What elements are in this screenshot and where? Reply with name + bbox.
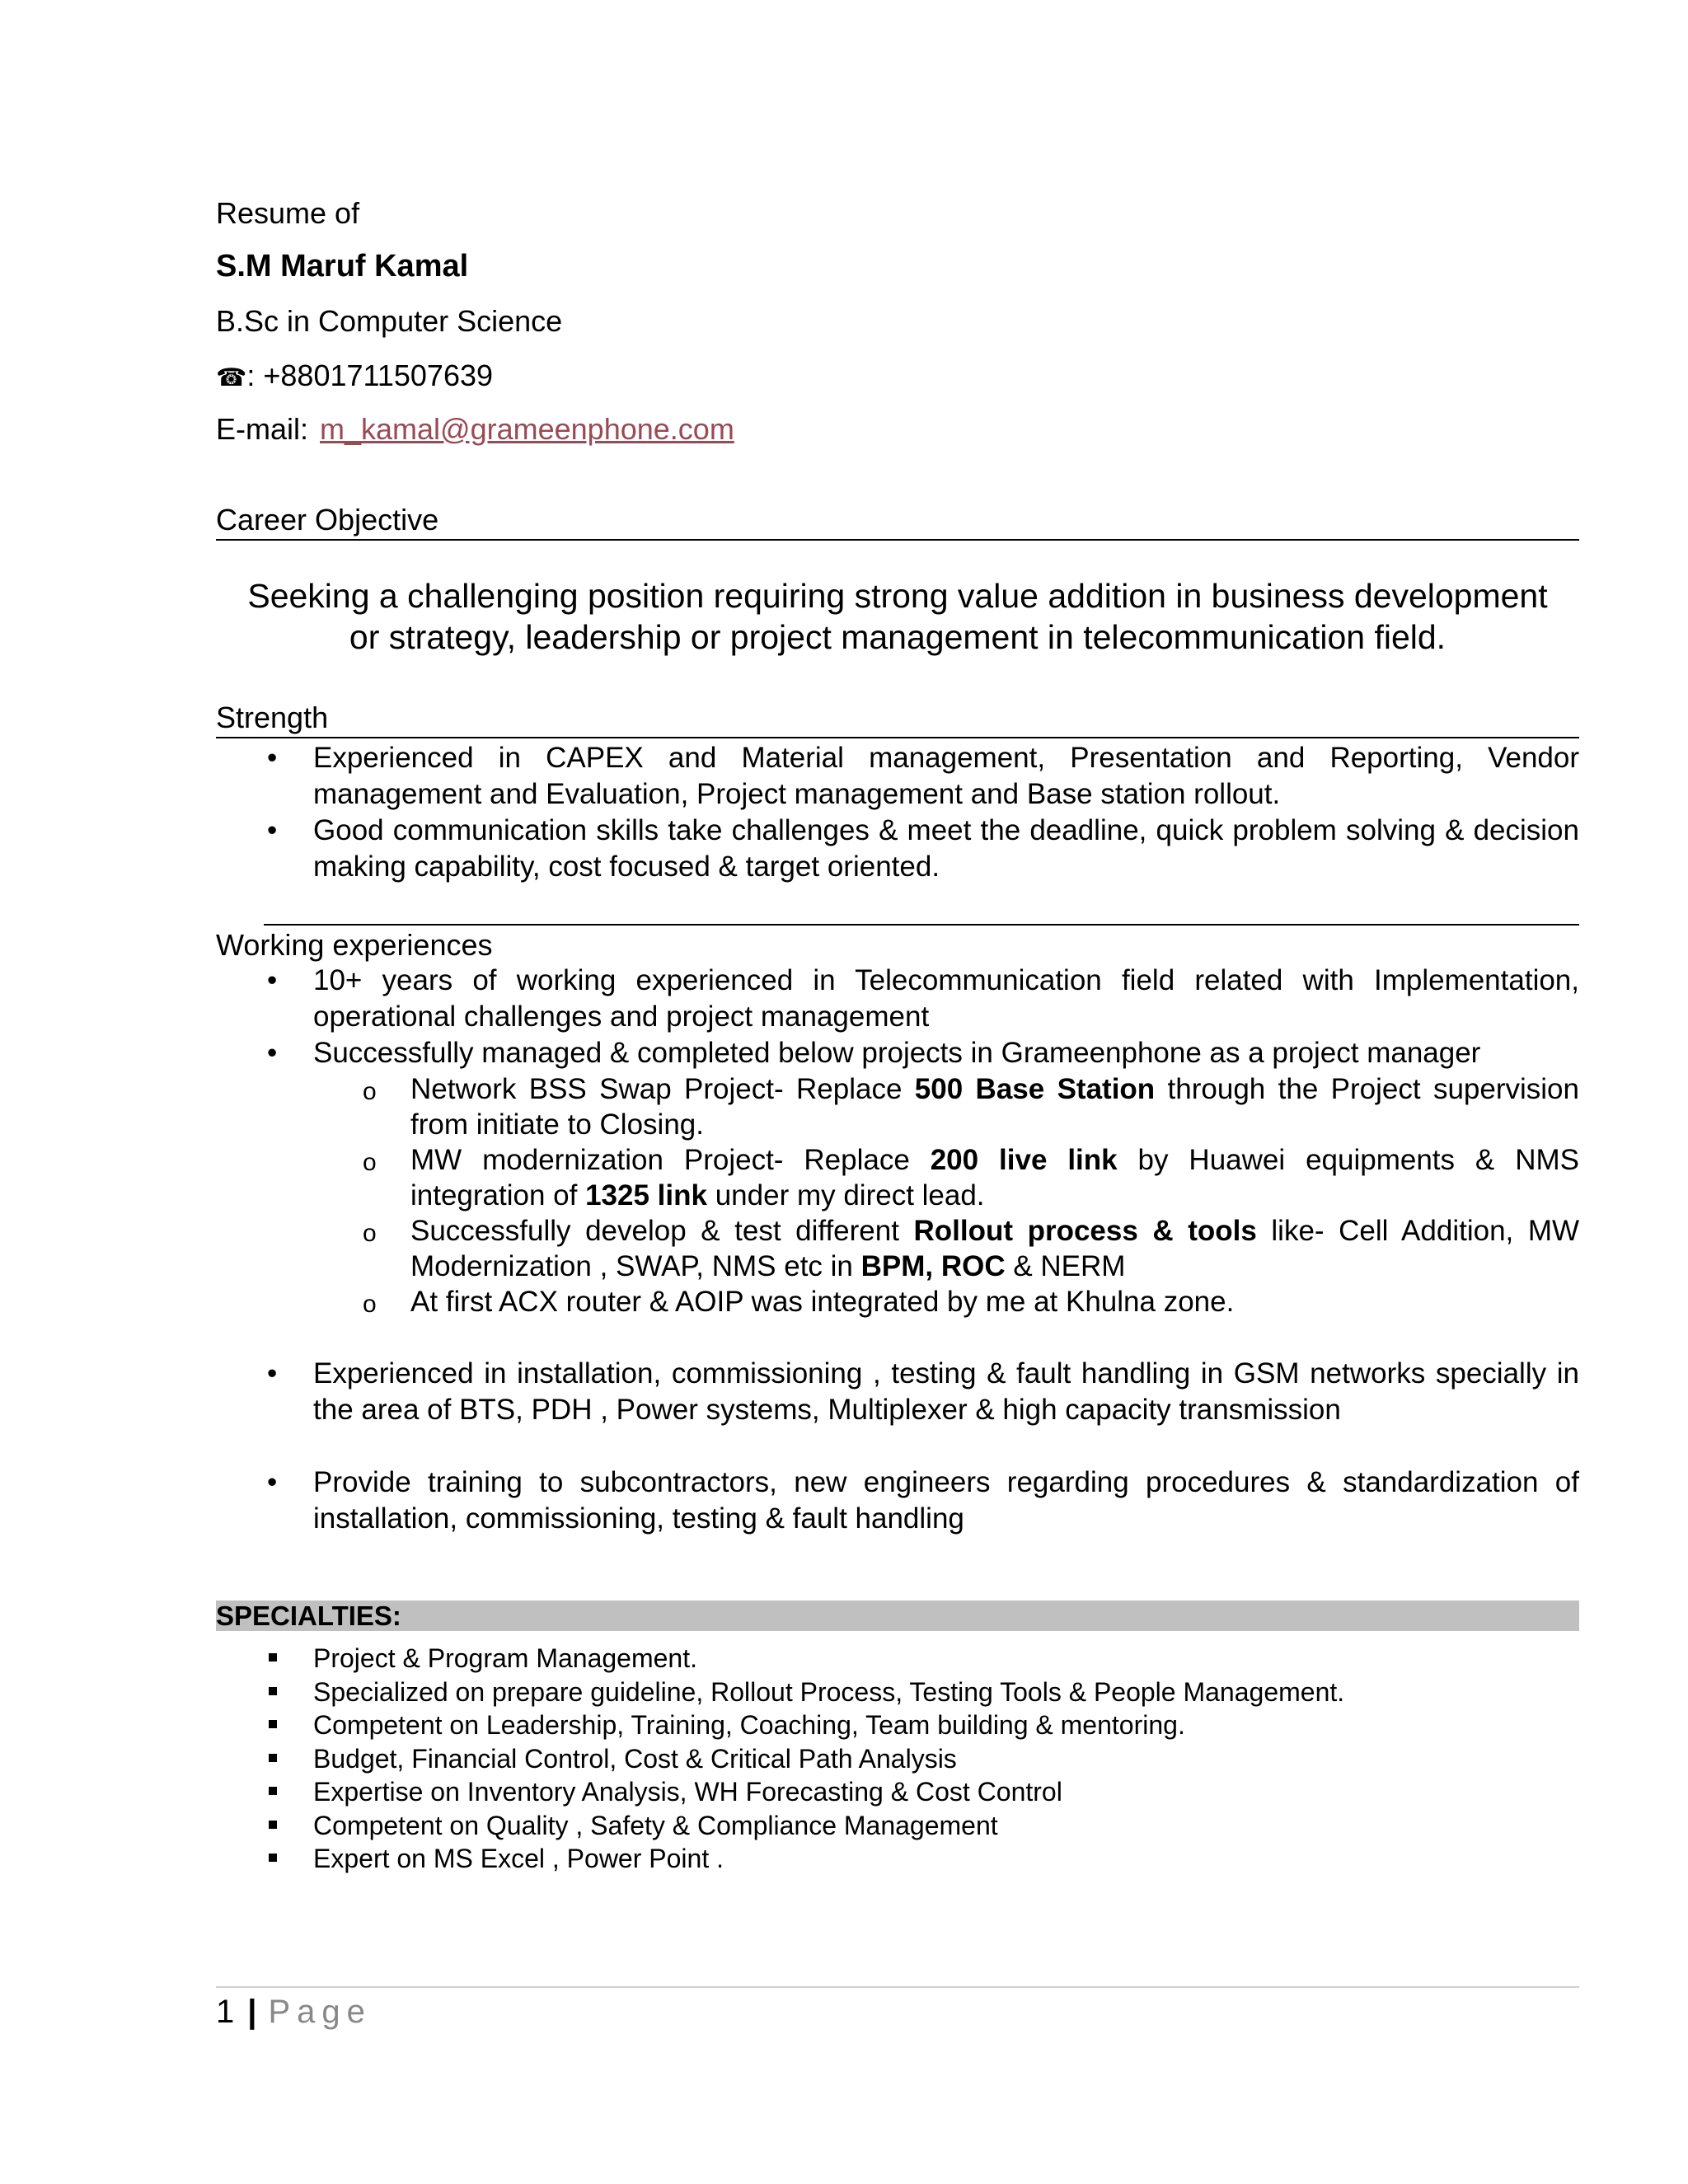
page-footer xyxy=(216,1991,372,2032)
list-item: Specialized on prepare guideline, Rollout Process, Testing Tools & People Management. xyxy=(216,1675,1579,1709)
bullet-icon: • xyxy=(267,964,278,996)
specialties-list xyxy=(216,1642,1579,1876)
email-link[interactable]: m_kamal@grameenphone.com xyxy=(320,412,734,446)
list-item: Competent on Leadership, Training, Coaching, Team building & mentoring. xyxy=(216,1708,1579,1742)
footer-separator: | xyxy=(247,1994,257,2030)
list-item: o At first ACX router & AOIP was integrated by me at Khulna zone. xyxy=(313,1284,1579,1319)
email-line xyxy=(216,411,734,448)
project-list xyxy=(313,1071,1579,1319)
list-item: Expertise on Inventory Analysis, WH Forecasting & Cost Control xyxy=(216,1775,1579,1809)
resume-page xyxy=(216,0,1579,2184)
square-bullet-icon xyxy=(269,1821,277,1829)
specialties-heading: SPECIALTIES: xyxy=(216,1601,1579,1631)
candidate-name: S.M Maruf Kamal xyxy=(216,249,469,284)
list-item: o MW modernization Project- Replace 200 live link by Huawei equipments & NMS integration of 1325 link under my direct lead. xyxy=(363,1144,1579,1212)
strength-list xyxy=(216,740,1579,885)
square-bullet-icon xyxy=(269,1754,277,1762)
square-bullet-icon xyxy=(269,1720,277,1728)
circle-bullet-icon: o xyxy=(363,1220,377,1247)
objective-line-2: or strategy, leadership or project management in telecommunication field. xyxy=(349,618,1447,656)
phone-number: : +8801711507639 xyxy=(246,359,494,392)
list-item: Expert on MS Excel , Power Point . xyxy=(216,1842,1579,1876)
square-bullet-icon xyxy=(269,1854,277,1862)
working-list xyxy=(216,963,1579,1537)
circle-bullet-icon: o xyxy=(363,1078,377,1105)
objective-line-1: Seeking a challenging position requiring strong value addition in business development xyxy=(247,577,1548,615)
divider xyxy=(264,924,1579,926)
bullet-icon: • xyxy=(267,1037,278,1069)
strength-heading: Strength xyxy=(216,701,1579,738)
bullet-icon: • xyxy=(267,1466,278,1498)
list-item: o Network BSS Swap Project- Replace 500 Base Station through the Project supervision from initiate to Closing. xyxy=(363,1073,1579,1141)
square-bullet-icon xyxy=(269,1787,277,1795)
circle-bullet-icon: o xyxy=(363,1291,377,1318)
resume-of-label: Resume of xyxy=(216,196,360,230)
degree: B.Sc in Computer Science xyxy=(216,304,563,338)
telephone-icon: ☎ xyxy=(216,363,247,392)
list-item: • 10+ years of working experienced in Telecommunication field related with Implementation, operational challenges and project management xyxy=(267,964,1579,1033)
circle-bullet-icon: o xyxy=(363,1149,377,1176)
working-experiences-heading: Working experiences xyxy=(216,928,493,962)
page-label: Page xyxy=(268,1994,372,2030)
bullet-icon: • xyxy=(267,742,278,774)
list-item: • Experienced in installation, commissioning , testing & fault handling in GSM networks specially in the area of BTS, PDH , Power systems, Multiplexer & high capacity transmission xyxy=(267,1357,1579,1426)
list-item: Budget, Financial Control, Cost & Critical Path Analysis xyxy=(216,1742,1579,1776)
phone-line xyxy=(216,358,493,396)
list-item: • Experienced in CAPEX and Material management, Presentation and Reporting, Vendor management and Evaluation, Project management and Base station rollout. xyxy=(267,742,1579,810)
page-number: 1 xyxy=(216,1994,235,2030)
bullet-icon: • xyxy=(267,1357,278,1390)
footer-divider xyxy=(216,1986,1579,1988)
list-item: • Provide training to subcontractors, new engineers regarding procedures & standardization of installation, commissioning, testing & fault handling xyxy=(267,1466,1579,1535)
bullet-icon: • xyxy=(267,814,278,846)
list-item: • Good communication skills take challenges & meet the deadline, quick problem solving & decision making capability, cost focused & target oriented. xyxy=(267,814,1579,883)
career-objective-text xyxy=(216,575,1579,658)
email-label: E-mail: xyxy=(216,412,309,446)
career-objective-heading: Career Objective xyxy=(216,503,1579,541)
list-item: • Successfully managed & completed below projects in Grameenphone as a project manager o Network BSS Swap Project- Replace 500 Base Station through the Project supervision from initiate to Closing. o MW modernization Project- Replace 200 live link by Huawei equipments & NMS integration of 1325 link under my direct lead. o Successfully develop & test different Rollout process & tools like- Cell Addition, MW Modernization , SWAP, NMS etc in BPM, ROC & NERM o At first ACX router & AOIP was integrated by me at Khulna zone. xyxy=(216,1035,1579,1319)
list-item: Competent on Quality , Safety & Compliance Management xyxy=(216,1809,1579,1843)
square-bullet-icon xyxy=(269,1687,277,1695)
square-bullet-icon xyxy=(269,1653,277,1661)
list-item: o Successfully develop & test different Rollout process & tools like- Cell Addition, MW Modernization , SWAP, NMS etc in BPM, ROC & NERM xyxy=(363,1215,1580,1282)
list-item: Project & Program Management. xyxy=(216,1642,1579,1675)
